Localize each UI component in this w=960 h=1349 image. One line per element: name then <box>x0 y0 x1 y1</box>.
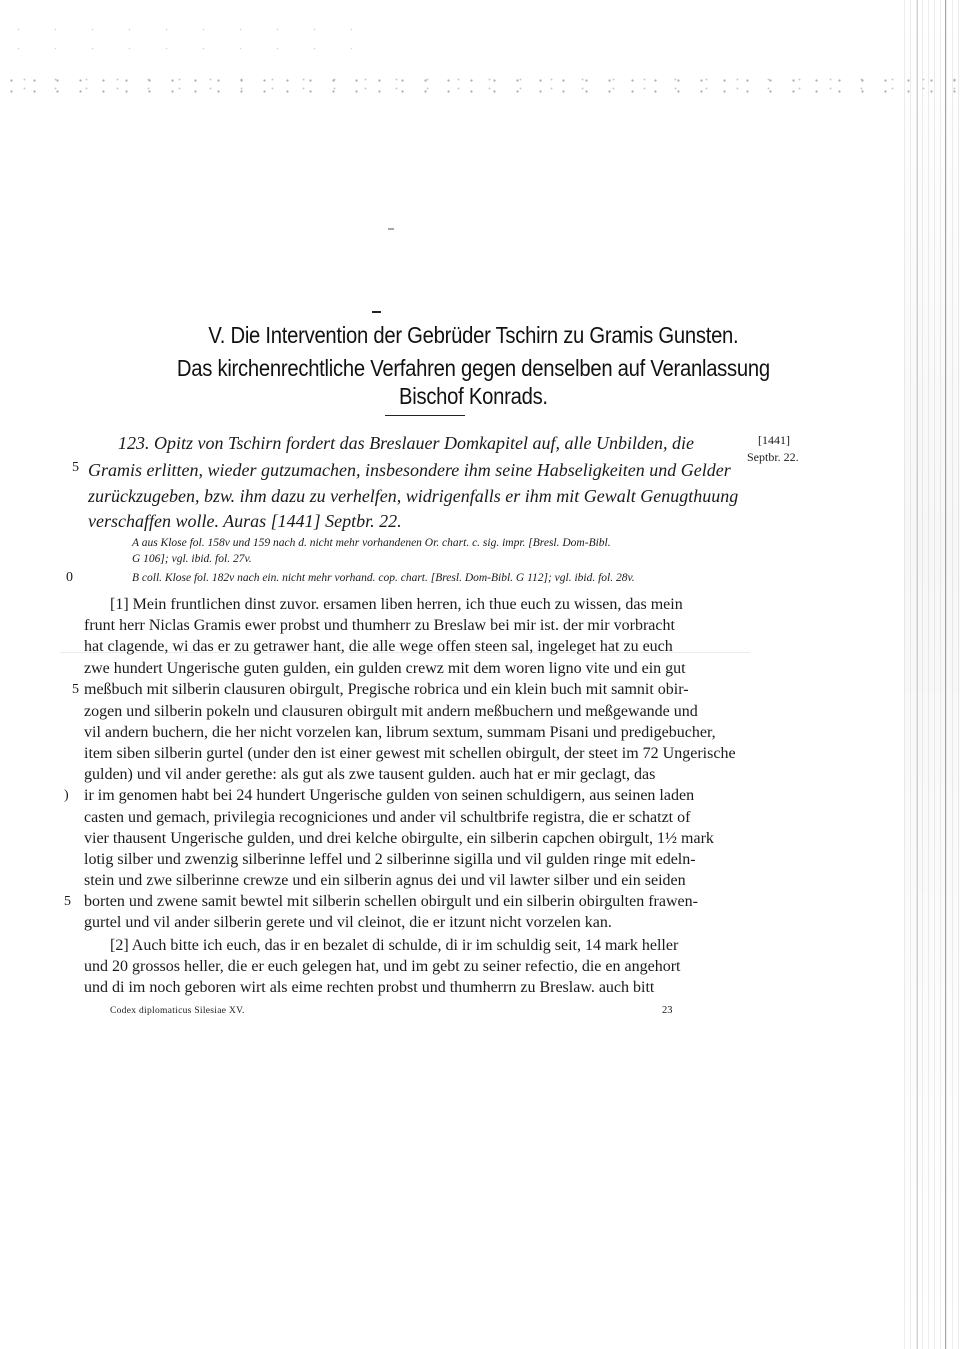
body-line: stein und zwe silberinne crewze und ein silberin agnus dei und vil lawter silber und ein seiden <box>84 872 686 889</box>
body-line: ir im genomen habt bei 24 hundert Ungerische gulden von seinen schuldigern, aus seinen laden <box>84 787 695 804</box>
body-line: vier thausent Ungerische gulden, und drei kelche obirgulte, ein silberin capchen obirgult, 1½ mark <box>84 830 714 847</box>
body-line: zogen und silberin pokeln und clausuren obirgult mit andern meßbuchern und meßgewande und <box>84 703 698 720</box>
scan-noise-top <box>0 20 360 60</box>
scan-noise-band <box>0 72 960 96</box>
margin-date-day: Septbr. 22. <box>747 450 799 464</box>
body-line: und 20 grossos heller, die er euch gelegen hat, und im gebt zu seiner refectio, die en angehort <box>84 958 681 975</box>
body-line: frunt herr Niclas Gramis ewer probst und thumherr zu Breslaw bei mir ist. der mir vorbracht <box>84 617 675 634</box>
section-heading-line-2: Das kirchenrechtliche Verfahren gegen denselben auf Veranlassung <box>176 355 770 381</box>
body-line: [1] Mein fruntlichen dinst zuvor. ersamen liben herren, ich thue euch zu wissen, das mein <box>110 596 683 613</box>
heading-divider <box>385 415 465 416</box>
body-line: gurtel und vil ander silberin gerete und vil cleinot, die er itzunt nicht vorzelen kan. <box>84 914 612 931</box>
summary-line: Gramis erlitten, wieder gutzumachen, insbesondere ihm seine Habseligkeiten und Gelder <box>88 460 731 480</box>
summary-line: verschaffen wolle. Auras [1441] Septbr. 22. <box>88 511 402 531</box>
scan-mark <box>388 228 394 230</box>
body-line: vil andern buchern, die her nicht vorzelen kan, librum sextum, summam Pisani und predigebucher, <box>84 724 716 741</box>
scan-dash <box>372 311 381 313</box>
margin-line-number: ) <box>64 788 69 803</box>
running-footer-title: Codex diplomaticus Silesiae XV. <box>110 1006 245 1016</box>
body-line: hat clagende, wi das er zu getrawer hant, die alle wege offen steen sal, ingeleget hat zu euch <box>84 638 673 655</box>
summary-line: 123. Opitz von Tschirn fordert das Breslauer Domkapitel auf, alle Unbilden, die <box>118 433 694 453</box>
page-edge-line <box>945 0 946 1349</box>
margin-line-number: 5 <box>72 682 79 697</box>
margin-line-number: 5 <box>72 460 79 475</box>
summary-line: zurückzugeben, bzw. ihm dazu zu verhelfen, widrigenfalls er ihm mit Gewalt Genugthuung <box>88 486 739 506</box>
body-line: borten und zwene samit bewtel mit silberin schellen obirgult und ein silberin obirgulten frawen- <box>84 893 698 910</box>
body-line: zwe hundert Ungerische guten gulden, ein gulden crewz mit dem woren ligno vite und ein gut <box>84 660 686 677</box>
margin-date-year: [1441] <box>758 433 790 447</box>
citation-line: G 106]; vgl. ibid. fol. 27v. <box>132 553 252 565</box>
body-line: [2] Auch bitte ich euch, das ir en bezalet di schulde, di ir im schuldig seit, 14 mark heller <box>110 937 679 954</box>
margin-line-number: 0 <box>66 570 73 585</box>
body-line: item siben silberin gurtel (under den ist einer gewest mit schellen obirgult, der steet im 72 Ungerische <box>84 745 736 762</box>
body-line: und di im noch geboren wirt als eime rechten probst und thumherrn zu Breslaw. auch bitt <box>84 979 655 996</box>
section-heading-line-3: Bischof Konrads. <box>398 383 548 409</box>
signature-mark: 23 <box>662 1005 673 1016</box>
citation-line: A aus Klose fol. 158v und 159 nach d. nicht mehr vorhandenen Or. chart. c. sig. impr. [Bresl. Dom-Bibl. <box>132 537 611 549</box>
body-line: meßbuch mit silberin clausuren obirgult, Pregische robrica und ein klein buch mit samnit obir- <box>84 681 689 698</box>
margin-line-number: 5 <box>64 894 71 909</box>
section-heading-line-1: V. Die Intervention der Gebrüder Tschirn zu Gramis Gunsten. <box>208 322 739 348</box>
page-edge-line-inner <box>917 0 918 1349</box>
page-edge-shadow <box>904 0 960 1349</box>
citation-line: B coll. Klose fol. 182v nach ein. nicht mehr vorhand. cop. chart. [Bresl. Dom-Bibl. G 112]; vgl. ibid. fol. 28v. <box>132 572 635 584</box>
body-line: casten und gemach, privilegia recogniciones und ander vil schultbrife registra, die er schatzt of <box>84 809 691 826</box>
body-line: lotig silber und zwenzig silberinne leffel und 2 silberinne sigilla und vil gulden ringe mit edeln- <box>84 851 696 868</box>
body-line: gulden) und vil ander gerethe: als gut als zwe tausent gulden. auch hat er mir geclagt, das <box>84 766 656 783</box>
